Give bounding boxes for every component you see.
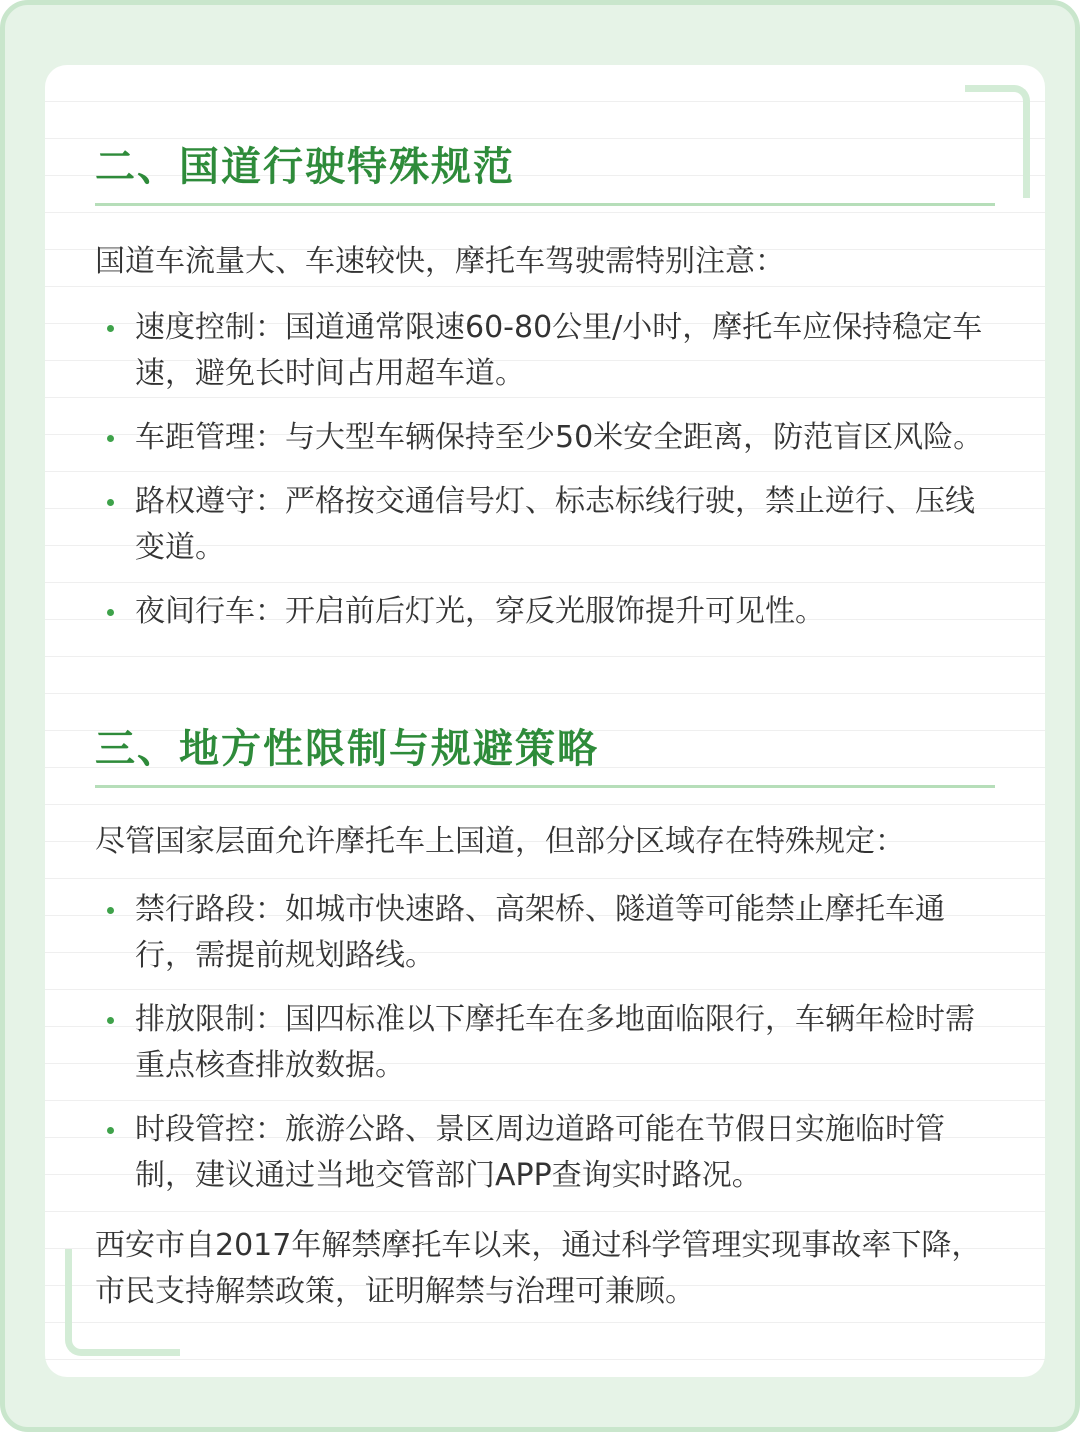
section-title: 三、地方性限制与规避策略	[95, 726, 599, 772]
list-item-text: 时段管控：旅游公路、景区周边道路可能在节假日实施临时管制，建议通过当地交管部门APP查询实时路况。	[135, 1112, 945, 1193]
list-item	[95, 415, 995, 461]
bullet-dot-icon	[107, 325, 114, 332]
list-item	[95, 997, 995, 1089]
list-item	[95, 1107, 995, 1199]
list-item	[95, 305, 995, 397]
bullet-dot-icon	[107, 907, 114, 914]
section-intro: 国道车流量大、车速较快，摩托车驾驶需特别注意：	[95, 244, 785, 279]
list-item-text: 夜间行车：开启前后灯光，穿反光服饰提升可见性。	[135, 594, 825, 629]
list-item	[95, 887, 995, 979]
bullet-dot-icon	[107, 609, 114, 616]
corner-decoration-top-right	[965, 85, 1030, 198]
list-item-text: 禁行路段：如城市快速路、高架桥、隧道等可能禁止摩托车通行，需提前规划路线。	[135, 892, 945, 973]
bullet-dot-icon	[107, 1127, 114, 1134]
section-divider	[95, 203, 995, 206]
list-item-text: 车距管理：与大型车辆保持至少50米安全距离，防范盲区风险。	[135, 420, 984, 455]
bullet-dot-icon	[107, 499, 114, 506]
section-intro: 尽管国家层面允许摩托车上国道，但部分区域存在特殊规定：	[95, 824, 905, 859]
bullet-list	[95, 305, 995, 635]
closing-paragraph: 西安市自2017年解禁摩托车以来，通过科学管理实现事故率下降，市民支持解禁政策，证明解禁与治理可兼顾。	[95, 1228, 982, 1309]
bullet-list	[95, 887, 995, 1199]
list-item-text: 路权遵守：严格按交通信号灯、标志标线行驶，禁止逆行、压线变道。	[135, 484, 975, 565]
bullet-dot-icon	[107, 435, 114, 442]
list-item	[95, 479, 995, 571]
section-divider	[95, 785, 995, 788]
section-title: 二、国道行驶特殊规范	[95, 144, 515, 190]
list-item	[95, 589, 995, 635]
bullet-dot-icon	[107, 1017, 114, 1024]
list-item-text: 排放限制：国四标准以下摩托车在多地面临限行，车辆年检时需重点核查排放数据。	[135, 1002, 975, 1083]
list-item-text: 速度控制：国道通常限速60-80公里/小时，摩托车应保持稳定车速，避免长时间占用超车道。	[135, 310, 983, 391]
